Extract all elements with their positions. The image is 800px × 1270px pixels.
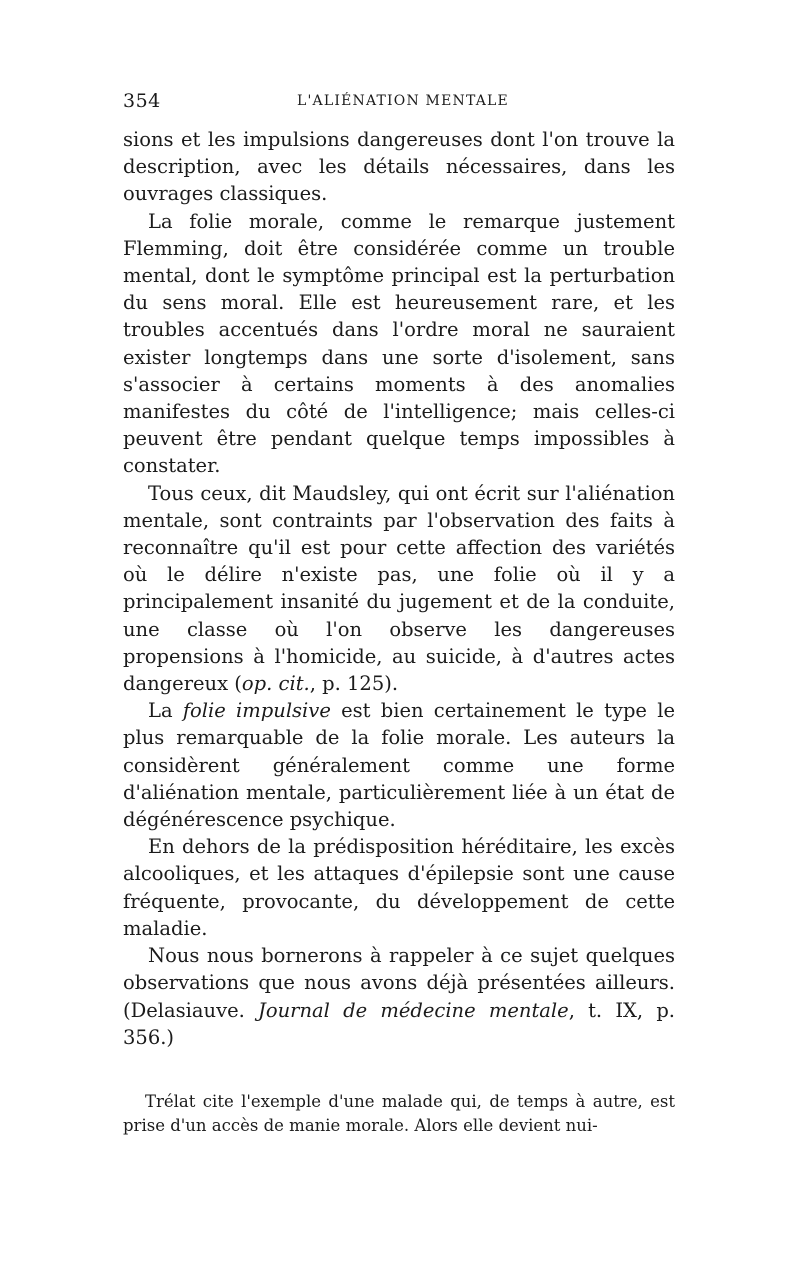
paragraph-text: La [148,699,183,723]
paragraph-predisposition: En dehors de la prédisposition héréditaire, les excès alcooliques, et les attaques d'épilepsie sont une cause fréquente, provocante, du développement de cette maladie. [123,835,675,940]
term-italic: folie impulsive [182,699,331,723]
paragraph-text: est bien certainement le type le plus remarquable de la folie morale. Les auteurs la considèrent généralement comme une forme d'aliénation mentale, particulièrement liée à un état de dégénérescence psychique. [123,699,675,832]
paragraph-text: , p. 125). [309,672,399,696]
page-number: 354 [123,90,161,112]
journal-title-italic: Journal de médecine mentale [258,998,569,1022]
paragraph-continuation: sions et les impulsions dangereuses dont l'on trouve la description, avec les détails nécessaires, dans les ouvrages classiques. [123,128,675,206]
body-text [123,126,675,1051]
paragraph-text: Nous nous bornerons à rappeler à ce sujet quelques observations que nous avons déjà présentées ailleurs. (Delasiauve. [123,944,675,1022]
paragraph-text: , t. IX, p. 356.) [123,998,676,1049]
paragraph-text: Tous ceux, dit Maudsley, qui ont écrit sur l'aliénation mentale, sont contraints par l'observation des faits à reconnaître qu'il est pour cette affection des variétés où le délire n'existe pas, une folie où il y a principalement insanité du jugement et de la conduite, une classe où l'on observe les dangereuses propensions à l'homicide, au suicide, à d'autres actes dangereux ( [123,481,675,696]
paragraph-observations [123,942,675,1051]
paragraph-maudsley [123,480,675,698]
footnote-text [123,1090,675,1138]
page-header [123,90,675,120]
footnote-paragraph: Trélat cite l'exemple d'une malade qui, de temps à autre, est prise d'un accès de manie morale. Alors elle devient nui- [123,1092,675,1135]
paragraph-folie-morale: La folie morale, comme le remarque justement Flemming, doit être considérée comme un trouble mental, dont le symptôme principal est la perturbation du sens moral. Elle est heureusement rare, et les troubles accentués dans l'ordre moral ne sauraient exister longtemps dans une sorte d'isolement, sans s'associer à certains moments à des anomalies manifestes du côté de l'intelligence; mais celles-ci peuvent être pendant quelque temps impossibles à constater. [123,209,675,478]
paragraph-folie-impulsive [123,697,675,833]
running-title: L'ALIÉNATION MENTALE [297,93,509,109]
citation-italic: op. cit. [241,672,310,696]
